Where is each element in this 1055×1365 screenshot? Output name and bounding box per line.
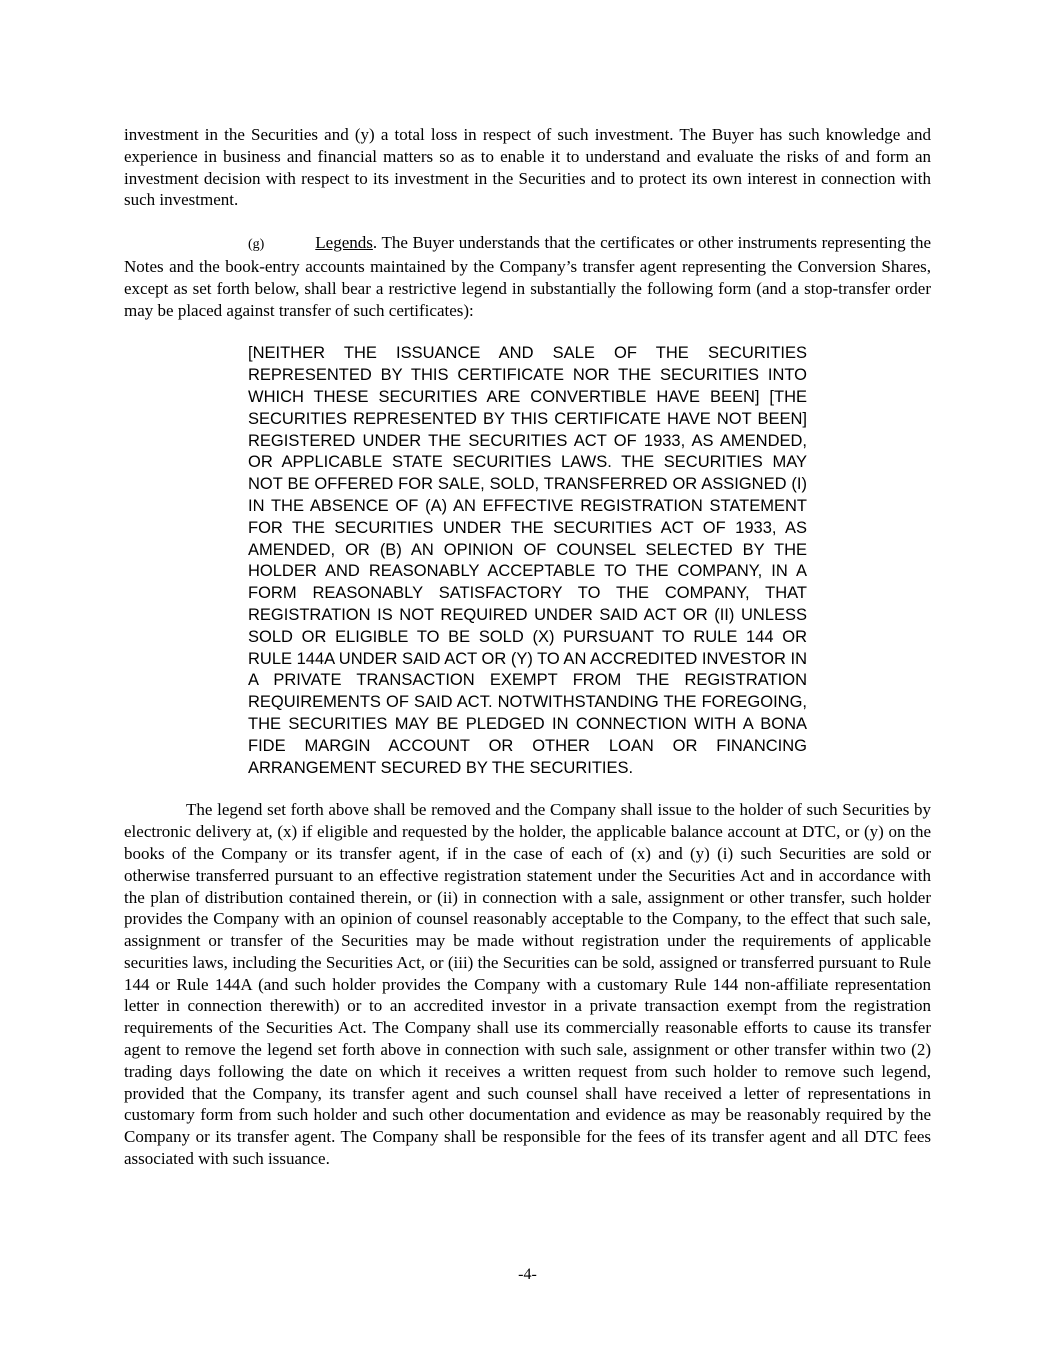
page-number: -4- [518,1266,537,1283]
section-g-legends [124,232,931,321]
document-page [124,124,931,1170]
section-heading: Legends [315,233,373,253]
section-marker: (g) [248,237,265,253]
section-text: . The Buyer understands that the certificates or other instruments representing the Notes and the book-entry accounts maintained by the Company’s transfer agent representing the Conversion Shares, except as set forth below, shall bear a restrictive legend in substantially the following form (and a stop-transfer order may be placed against transfer of such certificates): [124,233,932,320]
paragraph-legend-removal: The legend set forth above shall be removed and the Company shall issue to the holder of such Securities by electronic delivery at, (x) if eligible and requested by the holder, the applicable balance account at DTC, or (y) on the books of the Company or its transfer agent, if in the case of each of (x) and (y) (i) such Securities are sold or otherwise transferred pursuant to an effective registration statement under the Securities Act and in accordance with the plan of distribution contained therein, or (ii) in connection with a sale, assignment or other transfer, such holder provides the Company with an opinion of counsel reasonably acceptable to the Company, to the effect that such sale, assignment or transfer of the Securities may be made without registration under the requirements of applicable securities laws, including the Securities Act, or (iii) the Securities can be sold, assigned or transferred pursuant to Rule 144 or Rule 144A (and such holder provides the Company with a customary Rule 144 non-affiliate representation letter in connection therewith) or to an accredited investor in a private transaction exempt from the registration requirements of the Securities Act. The Company shall use its commercially reasonable efforts to cause its transfer agent to remove the legend set forth above in connection with such sale, assignment or other transfer within two (2) trading days following the date on which it receives a written request from such holder to remove such legend, provided that the Company, its transfer agent and such counsel shall have received a letter of representations in customary form from such holder and such other documentation and evidence as may be reasonably required by the Company or its transfer agent. The Company shall be responsible for the fees of its transfer agent and all DTC fees associated with such issuance. [124,800,931,1169]
restrictive-legend: [NEITHER THE ISSUANCE AND SALE OF THE SECURITIES REPRESENTED BY THIS CERTIFICATE NOR THE SECURITIES INTO WHICH THESE SECURITIES ARE CONVERTIBLE HAVE BEEN] [THE SECURITIES REPRESENTED BY THIS CERTIFICATE HAVE NOT BEEN] REGISTERED UNDER THE SECURITIES ACT OF 1933, AS AMENDED, OR APPLICABLE STATE SECURITIES LAWS. THE SECURITIES MAY NOT BE OFFERED FOR SALE, SOLD, TRANSFERRED OR ASSIGNED (I) IN THE ABSENCE OF (A) AN EFFECTIVE REGISTRATION STATEMENT FOR THE SECURITIES UNDER THE SECURITIES ACT OF 1933, AS AMENDED, OR (B) AN OPINION OF COUNSEL SELECTED BY THE HOLDER AND REASONABLY ACCEPTABLE TO THE COMPANY, IN A FORM REASONABLY SATISFACTORY TO THE COMPANY, THAT REGISTRATION IS NOT REQUIRED UNDER SAID ACT OR (II) UNLESS SOLD OR ELIGIBLE TO BE SOLD (X) PURSUANT TO RULE 144 OR RULE 144A UNDER SAID ACT OR (Y) TO AN ACCREDITED INVESTOR IN A PRIVATE TRANSACTION EXEMPT FROM THE REGISTRATION REQUIREMENTS OF SAID ACT. NOTWITHSTANDING THE FOREGOING, THE SECURITIES MAY BE PLEDGED IN CONNECTION WITH A BONA FIDE MARGIN ACCOUNT OR OTHER LOAN OR FINANCING ARRANGEMENT SECURED BY THE SECURITIES. [248,344,808,777]
paragraph-investment: investment in the Securities and (y) a total loss in respect of such investment. The Buyer has such knowledge and experience in business and financial matters so as to enable it to understand and evaluate the risks of and form an investment decision with respect to its investment in the Securities and to protect its own interest in connection with such investment. [124,125,931,210]
